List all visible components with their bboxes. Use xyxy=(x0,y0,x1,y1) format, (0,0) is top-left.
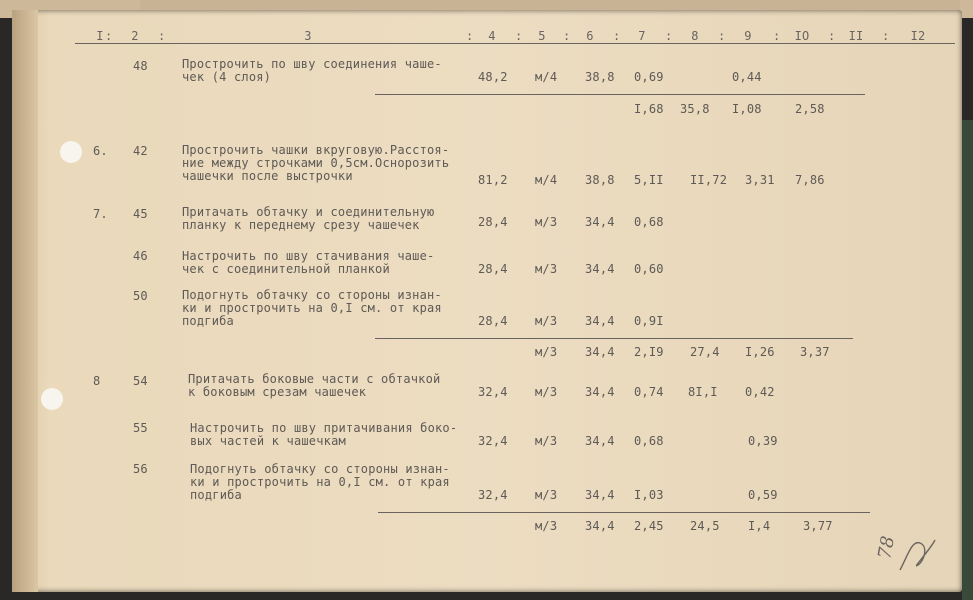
total-col8: 27,4 xyxy=(690,345,720,359)
operation-text-line: вых частей к чашечкам xyxy=(190,434,346,448)
column-header: 9 xyxy=(744,29,752,43)
column-divider: : xyxy=(718,29,726,43)
column-header: I xyxy=(96,29,104,43)
operation-code: 46 xyxy=(133,249,148,263)
cell-col4: 32,4 xyxy=(478,434,508,448)
cell-col7: I,03 xyxy=(634,488,664,502)
operation-text-line: к боковым срезам чашечек xyxy=(188,385,367,399)
cell-col9: 0,44 xyxy=(732,70,762,84)
book-spine xyxy=(12,10,38,592)
cell-col6: 34,4 xyxy=(585,488,615,502)
total-col5: м/3 xyxy=(535,519,558,533)
total-col5: м/3 xyxy=(535,345,558,359)
cell-col5: м/3 xyxy=(535,434,558,448)
group-number: 8 xyxy=(93,374,101,388)
operation-text-line: планку к переднему срезу чашечек xyxy=(182,218,420,232)
cell-col6: 34,4 xyxy=(585,434,615,448)
operation-text-line: Настрочить по шву притачивания боко- xyxy=(190,421,458,435)
cell-col4: 28,4 xyxy=(478,262,508,276)
column-header: II xyxy=(848,29,864,43)
operation-text-line: Настрочить по шву стачивания чаше- xyxy=(182,249,435,263)
operation-text-line: ки и прострочить на 0,I см. от края xyxy=(182,301,442,315)
cell-col6: 38,8 xyxy=(585,70,615,84)
cell-col8: II,72 xyxy=(690,173,728,187)
document-page xyxy=(12,10,962,592)
subtotal-rule xyxy=(375,338,853,339)
cell-col4: 48,2 xyxy=(478,70,508,84)
cell-col5: м/3 xyxy=(535,215,558,229)
total-col8: 35,8 xyxy=(680,102,710,116)
column-divider: : xyxy=(882,29,890,43)
cell-col6: 34,4 xyxy=(585,385,615,399)
column-header: 5 xyxy=(538,29,546,43)
cell-col5: м/3 xyxy=(535,385,558,399)
operation-code: 50 xyxy=(133,289,148,303)
operation-text-line: Притачать боковые части с обтачкой xyxy=(188,372,441,386)
signature-scribble-icon xyxy=(890,535,940,575)
operation-text-line: Прострочить чашки вкруговую.Расстоя- xyxy=(182,143,450,157)
total-col9: I,4 xyxy=(748,519,771,533)
operation-text-line: Подогнуть обтачку со стороны изнан- xyxy=(190,462,450,476)
column-header: 7 xyxy=(638,29,646,43)
cell-col4: 28,4 xyxy=(478,314,508,328)
cell-col7: 0,9I xyxy=(634,314,664,328)
cell-col6: 34,4 xyxy=(585,314,615,328)
column-header: I2 xyxy=(910,29,926,43)
total-col7: 2,45 xyxy=(634,519,664,533)
cell-col9: 0,42 xyxy=(745,385,775,399)
operation-text-line: ние между строчками 0,5см.Оснорозить xyxy=(182,156,450,170)
punch-hole xyxy=(41,388,63,410)
cell-col7: 0,74 xyxy=(634,385,664,399)
operation-code: 55 xyxy=(133,421,148,435)
column-divider: : xyxy=(773,29,781,43)
cell-col7: 0,69 xyxy=(634,70,664,84)
group-number: 7. xyxy=(93,207,108,221)
cell-col4: 81,2 xyxy=(478,173,508,187)
operation-text-line: подгиба xyxy=(190,488,242,502)
column-divider: : xyxy=(105,29,113,43)
operation-text-line: чек (4 слоя) xyxy=(182,70,272,84)
total-col10: 2,58 xyxy=(795,102,825,116)
handwritten-page-number xyxy=(875,535,935,575)
operation-text-line: Прострочить по шву соединения чаше- xyxy=(182,57,442,71)
total-col7: 2,I9 xyxy=(634,345,664,359)
cell-col6: 34,4 xyxy=(585,215,615,229)
operation-text-line: Притачать обтачку и соединительную xyxy=(182,205,435,219)
cell-col9: 0,39 xyxy=(748,434,778,448)
cell-col5: м/3 xyxy=(535,488,558,502)
column-header: 8 xyxy=(691,29,699,43)
operation-code: 54 xyxy=(133,374,148,388)
column-header: 2 xyxy=(131,29,139,43)
column-header: 4 xyxy=(488,29,496,43)
cell-col6: 34,4 xyxy=(585,262,615,276)
operation-code: 48 xyxy=(133,59,148,73)
cell-col5: м/4 xyxy=(535,173,558,187)
total-col6: 34,4 xyxy=(585,519,615,533)
cell-col8: 8I,I xyxy=(688,385,718,399)
total-col9: I,26 xyxy=(745,345,775,359)
subtotal-rule xyxy=(378,512,870,513)
column-divider: : xyxy=(613,29,621,43)
punch-hole xyxy=(60,141,82,163)
column-divider: : xyxy=(665,29,673,43)
column-header: 3 xyxy=(304,29,312,43)
column-divider: : xyxy=(563,29,571,43)
total-col6: 34,4 xyxy=(585,345,615,359)
background-strip xyxy=(962,120,973,600)
cell-col4: 28,4 xyxy=(478,215,508,229)
cell-col7: 0,60 xyxy=(634,262,664,276)
page-number-text: 78 xyxy=(874,534,900,561)
column-header: 6 xyxy=(586,29,594,43)
column-divider: : xyxy=(515,29,523,43)
cell-col5: м/4 xyxy=(535,70,558,84)
operation-text-line: чашечки после выстрочки xyxy=(182,169,353,183)
operation-code: 45 xyxy=(133,207,148,221)
column-divider: : xyxy=(158,29,166,43)
total-col9: I,08 xyxy=(732,102,762,116)
cell-col7: 0,68 xyxy=(634,215,664,229)
total-col8: 24,5 xyxy=(690,519,720,533)
group-number: 6. xyxy=(93,144,108,158)
operation-text-line: чек с соединительной планкой xyxy=(182,262,390,276)
column-divider: : xyxy=(828,29,836,43)
cell-col5: м/3 xyxy=(535,314,558,328)
cell-col9: 0,59 xyxy=(748,488,778,502)
cell-col5: м/3 xyxy=(535,262,558,276)
operation-code: 56 xyxy=(133,462,148,476)
subtotal-rule xyxy=(375,94,865,95)
cell-col7: 5,II xyxy=(634,173,664,187)
operation-text-line: подгиба xyxy=(182,314,234,328)
column-divider: : xyxy=(466,29,474,43)
operation-text-line: ки и прострочить на 0,I см. от края xyxy=(190,475,450,489)
total-col7: I,68 xyxy=(634,102,664,116)
cell-col6: 38,8 xyxy=(585,173,615,187)
cell-col10: 7,86 xyxy=(795,173,825,187)
total-col10: 3,37 xyxy=(800,345,830,359)
cell-col4: 32,4 xyxy=(478,488,508,502)
operation-text-line: Подогнуть обтачку со стороны изнан- xyxy=(182,288,442,302)
total-col10: 3,77 xyxy=(803,519,833,533)
operation-code: 42 xyxy=(133,144,148,158)
cell-col4: 32,4 xyxy=(478,385,508,399)
cell-col7: 0,68 xyxy=(634,434,664,448)
header-rule xyxy=(75,43,955,44)
column-header: IO xyxy=(794,29,810,43)
cell-col9: 3,31 xyxy=(745,173,775,187)
